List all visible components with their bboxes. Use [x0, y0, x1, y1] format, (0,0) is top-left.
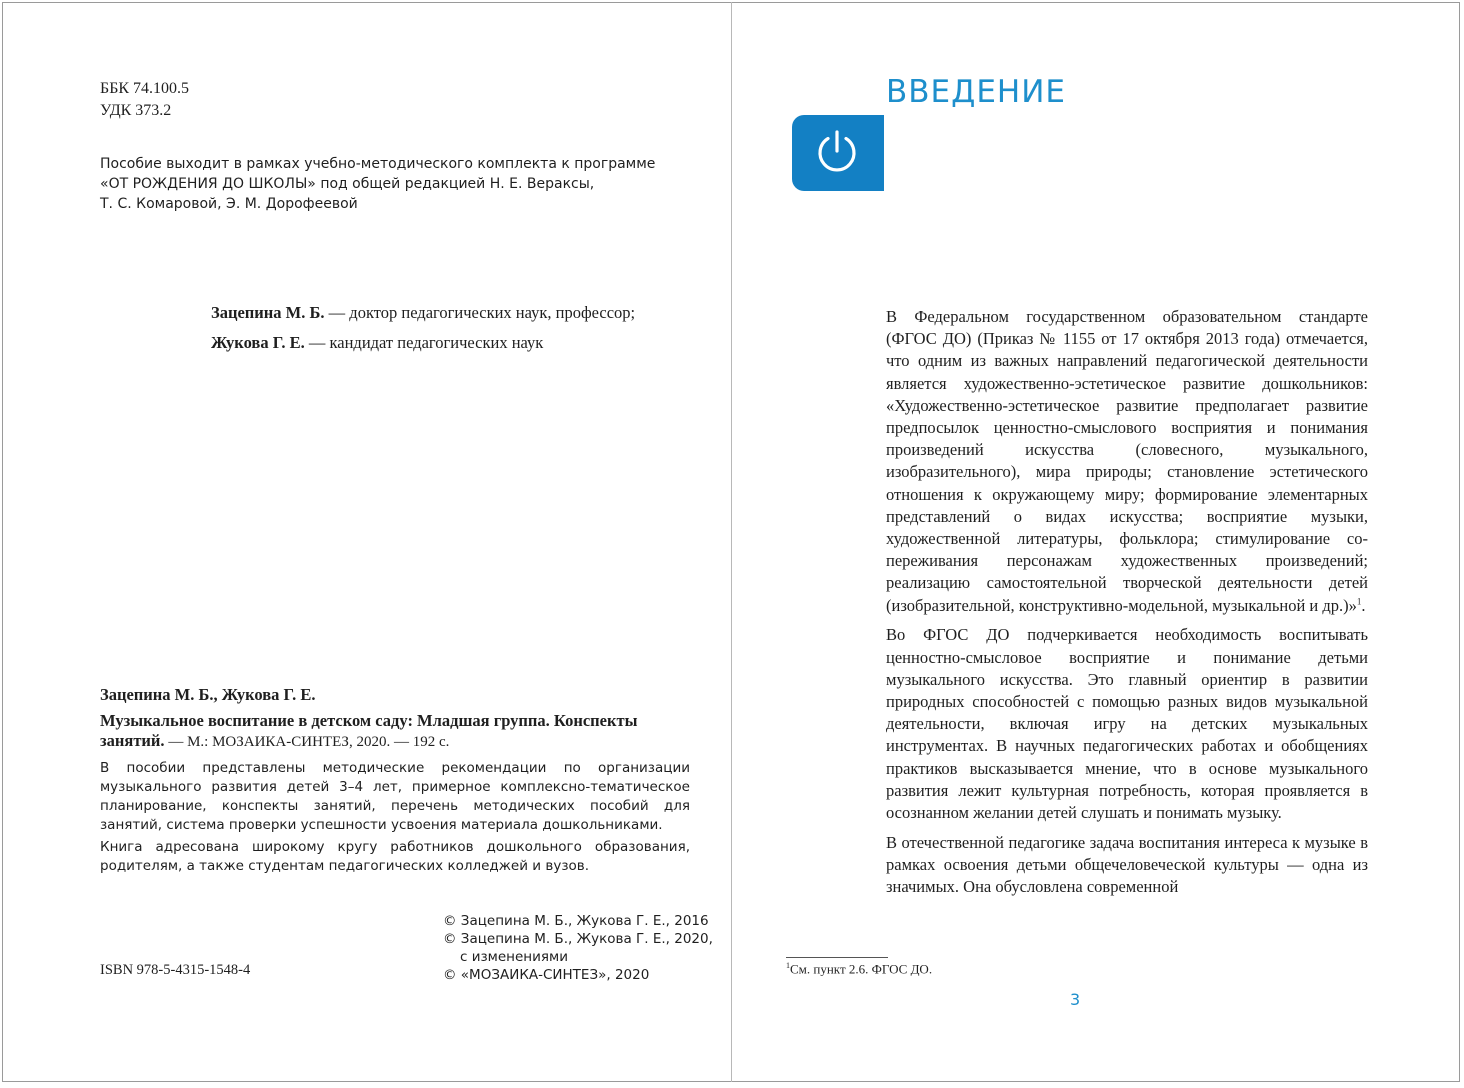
bibliographic-record: [100, 684, 690, 879]
classification-codes: [100, 78, 189, 122]
footnote-ref[interactable]: 1: [1356, 596, 1362, 607]
footnote-divider: [786, 957, 888, 958]
paragraph: В отечественной педагогике задача воспитания интереса к музыке в рамках освоения детьми общечеловеческой культуры — одна из значимых. Она обусловлена современной: [886, 832, 1368, 897]
bib-audience: Книга адресована широкому кругу работников дошкольного образования, родителям, а также студентам педагогических колледжей и вузов.: [100, 839, 690, 874]
author-credit: [211, 332, 635, 354]
author-credits: [211, 302, 635, 362]
copyright-line: © Зацепина М. Б., Жукова Г. Е., 2020,: [443, 931, 713, 947]
bib-title-line: [100, 711, 690, 752]
copyright-line: с изменениями: [460, 949, 568, 965]
author-name: Зацепина М. Б.: [211, 303, 325, 322]
paragraph: В Федеральном государственном образовательном стандарте (ФГОС ДО) (Приказ № 1155 от 17 октября 2013 года) отмечается, что одним из важных направлений педагогической деятельности является художественно-эстетическое развитие дошкольников: «Художественно-эстетическое развитие предполагает развитие предпосылок ценностно-смыслового восприятия и понимания произведений искусства (словесного, музыкального, изобразительного), мира природы; становление эстетического отношения к окружающему миру; формирование элементарных представлений о видах искусства; восприятие музыки, художественной литературы, фольклора; стимулирование со-переживания персонажам художественных произведений; реализацию самостоятельной творческой деятельности детей (изобразительной, конструктивно-модельной, музыкальной и др.)»$^1$.: [886, 307, 1368, 615]
series-note-line: Пособие выходит в рамках учебно-методического комплекта к программе: [100, 156, 656, 172]
author-role: — кандидат педагогических наук: [304, 333, 544, 352]
author-role: — доктор педагогических наук, профессор;: [324, 303, 636, 322]
series-note-line: «ОТ РОЖДЕНИЯ ДО ШКОЛЫ» под общей редакцией Н. Е. Вераксы,: [100, 176, 595, 192]
footnote-text: См. пункт 2.6. ФГОС ДО.: [790, 961, 933, 977]
bib-authors: Зацепина М. Б., Жукова Г. Е.: [100, 685, 316, 704]
bbk-code: ББК 74.100.5: [100, 80, 190, 97]
bib-imprint: — М.: МОЗАИКА-СИНТЕЗ, 2020. — 192 с.: [164, 734, 450, 750]
footnote: [786, 961, 932, 977]
udk-code: УДК 373.2: [100, 102, 172, 119]
footnote-mark: 1: [786, 961, 790, 970]
author-credit: [211, 302, 635, 324]
bib-abstract: В пособии представлены методические рекомендации по организации музыкального развития детей 3–4 лет, примерное комплексно-тематическое планирование, конспекты занятий, перечень методических пособий для занятий, система проверки успешности усвоения материала дошкольниками.: [100, 760, 690, 833]
series-note: [100, 154, 660, 214]
power-icon: [813, 128, 861, 176]
copyright-line: © «МОЗАИКА-СИНТЕЗ», 2020: [443, 967, 650, 983]
isbn: ISBN 978-5-4315-1548-4: [100, 962, 251, 978]
paragraph: Во ФГОС ДО подчеркивается необходимость воспитывать ценностно-смысловое восприятие и понимание детьми музыкального искусства. Это главный ориентир в развитии природных способностей с помощью разных видов музыкальной деятельности, включая игру на детских музыкальных инструментах. В научных педагогических работах и обобщениях практиков высказывается мнение, что в основе музыкального развития лежит культурная потребность, которая проявляется в осознанном желании детей слушать и понимать музыку.: [886, 625, 1368, 822]
series-note-line: Т. С. Комаровой, Э. М. Дорофеевой: [100, 196, 358, 212]
chapter-tab: [792, 115, 884, 191]
page-gutter: [731, 2, 732, 1082]
author-name: Жукова Г. Е.: [211, 333, 305, 352]
introduction-text: [886, 306, 1368, 906]
chapter-heading: ВВЕДЕНИЕ: [886, 74, 1067, 110]
paragraph-text: В Федеральном государственном образовательном стандарте (ФГОС ДО) (Приказ № 1155 от 17 октября 2013 года) отмечается, что одним из важных направлений педагогической деятельности является художественно-эстетическое развитие дошкольников: «Художественно-эстетическое развитие предполагает развитие предпосылок ценностно-смыслового восприятия и понимания произведений искусства (словесного, музыкального, изобразительного), мира природы; становление эстетического отношения к окружающему миру; формирование элементарных представлений о видах искусства; восприятие музыки, художественной литературы, фольклора; стимулирование со-переживания персонажам художественных произведений; реализацию самостоятельной творческой деятельности детей (изобразительной, конструктивно-модельной, музыкальной и др.)»: [886, 307, 1368, 615]
page-number: 3: [1070, 990, 1081, 1009]
copyright-block: [443, 912, 713, 984]
bib-title: Музыкальное воспитание в детском саду: Младшая группа. Конспекты занятий.: [100, 711, 638, 750]
copyright-line: © Зацепина М. Б., Жукова Г. Е., 2016: [443, 913, 709, 929]
